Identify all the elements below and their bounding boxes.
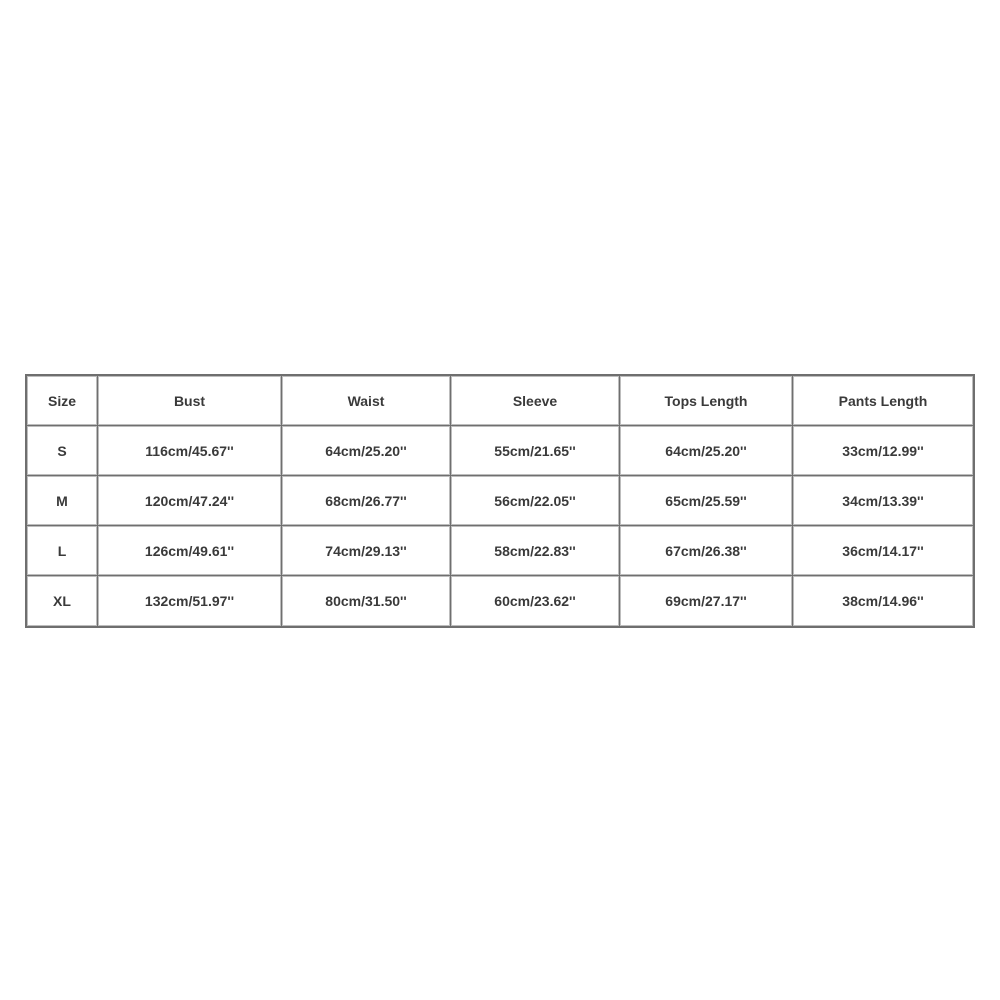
sleeve-cell: 55cm/21.65'' <box>451 426 620 476</box>
sleeve-cell: 60cm/23.62'' <box>451 576 620 626</box>
waist-cell: 80cm/31.50'' <box>282 576 451 626</box>
header-cell-waist: Waist <box>282 376 451 426</box>
waist-cell: 64cm/25.20'' <box>282 426 451 476</box>
sleeve-cell: 56cm/22.05'' <box>451 476 620 526</box>
pants-length-cell: 34cm/13.39'' <box>793 476 973 526</box>
header-cell-size: Size <box>27 376 98 426</box>
size-chart-table <box>25 374 975 628</box>
size-cell: XL <box>27 576 98 626</box>
bust-cell: 120cm/47.24'' <box>98 476 282 526</box>
header-cell-sleeve: Sleeve <box>451 376 620 426</box>
table-row <box>27 476 973 526</box>
header-cell-bust: Bust <box>98 376 282 426</box>
waist-cell: 74cm/29.13'' <box>282 526 451 576</box>
size-cell: L <box>27 526 98 576</box>
tops-length-cell: 69cm/27.17'' <box>620 576 793 626</box>
tops-length-cell: 64cm/25.20'' <box>620 426 793 476</box>
size-cell: M <box>27 476 98 526</box>
waist-cell: 68cm/26.77'' <box>282 476 451 526</box>
table-row <box>27 426 973 476</box>
pants-length-cell: 33cm/12.99'' <box>793 426 973 476</box>
bust-cell: 116cm/45.67'' <box>98 426 282 476</box>
header-cell-pants-length: Pants Length <box>793 376 973 426</box>
tops-length-cell: 67cm/26.38'' <box>620 526 793 576</box>
pants-length-cell: 36cm/14.17'' <box>793 526 973 576</box>
pants-length-cell: 38cm/14.96'' <box>793 576 973 626</box>
table-row <box>27 526 973 576</box>
sleeve-cell: 58cm/22.83'' <box>451 526 620 576</box>
table-row <box>27 576 973 626</box>
table-header-row <box>27 376 973 426</box>
size-cell: S <box>27 426 98 476</box>
bust-cell: 132cm/51.97'' <box>98 576 282 626</box>
tops-length-cell: 65cm/25.59'' <box>620 476 793 526</box>
header-cell-tops-length: Tops Length <box>620 376 793 426</box>
bust-cell: 126cm/49.61'' <box>98 526 282 576</box>
